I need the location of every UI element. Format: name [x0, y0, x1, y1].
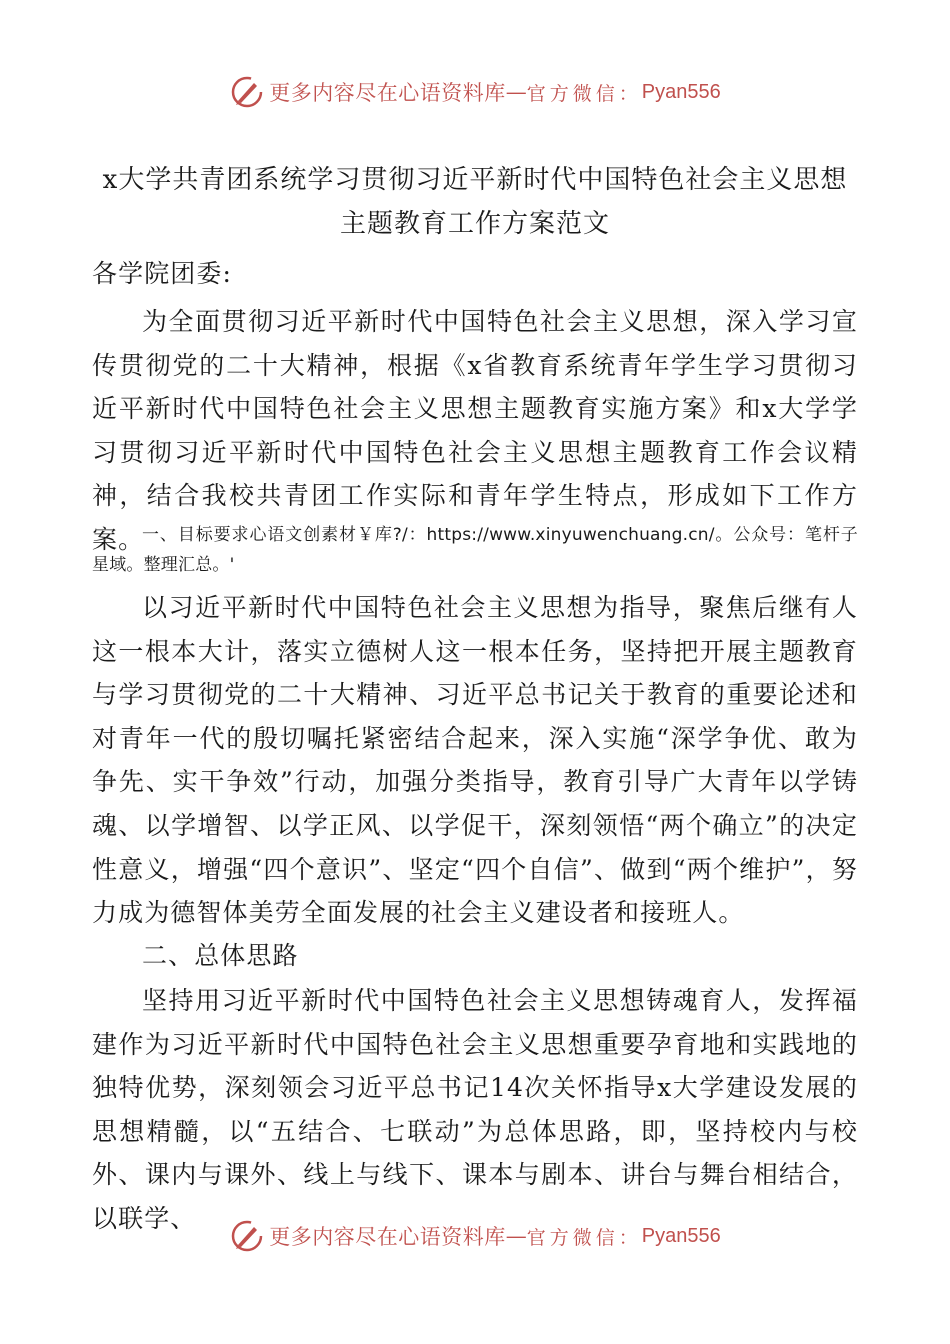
- banner-wechat-id: Pyan556: [641, 80, 721, 103]
- section1-heading: 一、目标要求心语文创素材￥库?/：https://www.xinyuwenchuang.cn/。公众号：笔杆子星域。整理汇总。': [92, 525, 858, 575]
- banner-wechat-label: 官方微信：: [526, 82, 642, 105]
- section1-paragraph: 以习近平新时代中国特色社会主义思想为指导，聚焦后继有人这一根本大计，落实立德树人这一根本任务，坚持把开展主题教育与学习贯彻党的二十大精神、习近平总书记关于教育的重要论述和对青年一代的殷切嘱托紧密结合起来，深入实施“深学争优、敢为争先、实干争效”行动，加强分类指导，教育引导广大青年以学铸魂、以学增智、以学正风、以学促干，深刻领悟“两个确立”的决定性意义，增强“四个意识”、坚定“四个自信”、做到“两个维护”，努力成为德智体美劳全面发展的社会主义建设者和接班人。: [92, 593, 858, 928]
- footer-banner: [0, 1216, 950, 1256]
- section2-paragraph: 坚持用习近平新时代中国特色社会主义思想铸魂育人，发挥福建作为习近平新时代中国特色社会主义思想重要孕育地和实践地的独特优势，深刻领会习近平总书记14次关怀指导x大学建设发展的思想精髓，以“五结合、七联动”为总体思路，即，坚持校内与校外、课内与课外、线上与线下、课本与剧本、讲台与舞台相结合，以联学、: [92, 986, 858, 1233]
- salutation: 各学院团委:: [92, 259, 233, 288]
- banner-slogan: 更多内容尽在心语资料库: [269, 1225, 506, 1249]
- banner-slogan: 更多内容尽在心语资料库: [269, 81, 506, 105]
- intro-paragraph: 为全面贯彻习近平新时代中国特色社会主义思想，深入学习宣传贯彻党的二十大精神，根据《x省教育系统青年学生学习贯彻习近平新时代中国特色社会主义思想主题教育实施方案》和x大学学习贯彻习近平新时代中国特色社会主义思想主题教育工作会议精神，结合我校共青团工作实际和青年学生特点，形成如下工作方案。: [92, 307, 858, 554]
- banner-separator: —: [505, 1224, 527, 1248]
- banner-separator: —: [505, 80, 527, 104]
- banner-wechat-label: 官方微信：: [526, 1226, 642, 1249]
- section2-heading: 二、总体思路: [142, 941, 299, 970]
- header-banner: [0, 72, 950, 112]
- document-title: x大学共青团系统学习贯彻习近平新时代中国特色社会主义思想主题教育工作方案范文: [102, 165, 848, 239]
- pen-circle-logo-icon: [229, 74, 265, 110]
- pen-circle-logo-icon: [229, 1218, 265, 1254]
- banner-wechat-id: Pyan556: [641, 1224, 721, 1247]
